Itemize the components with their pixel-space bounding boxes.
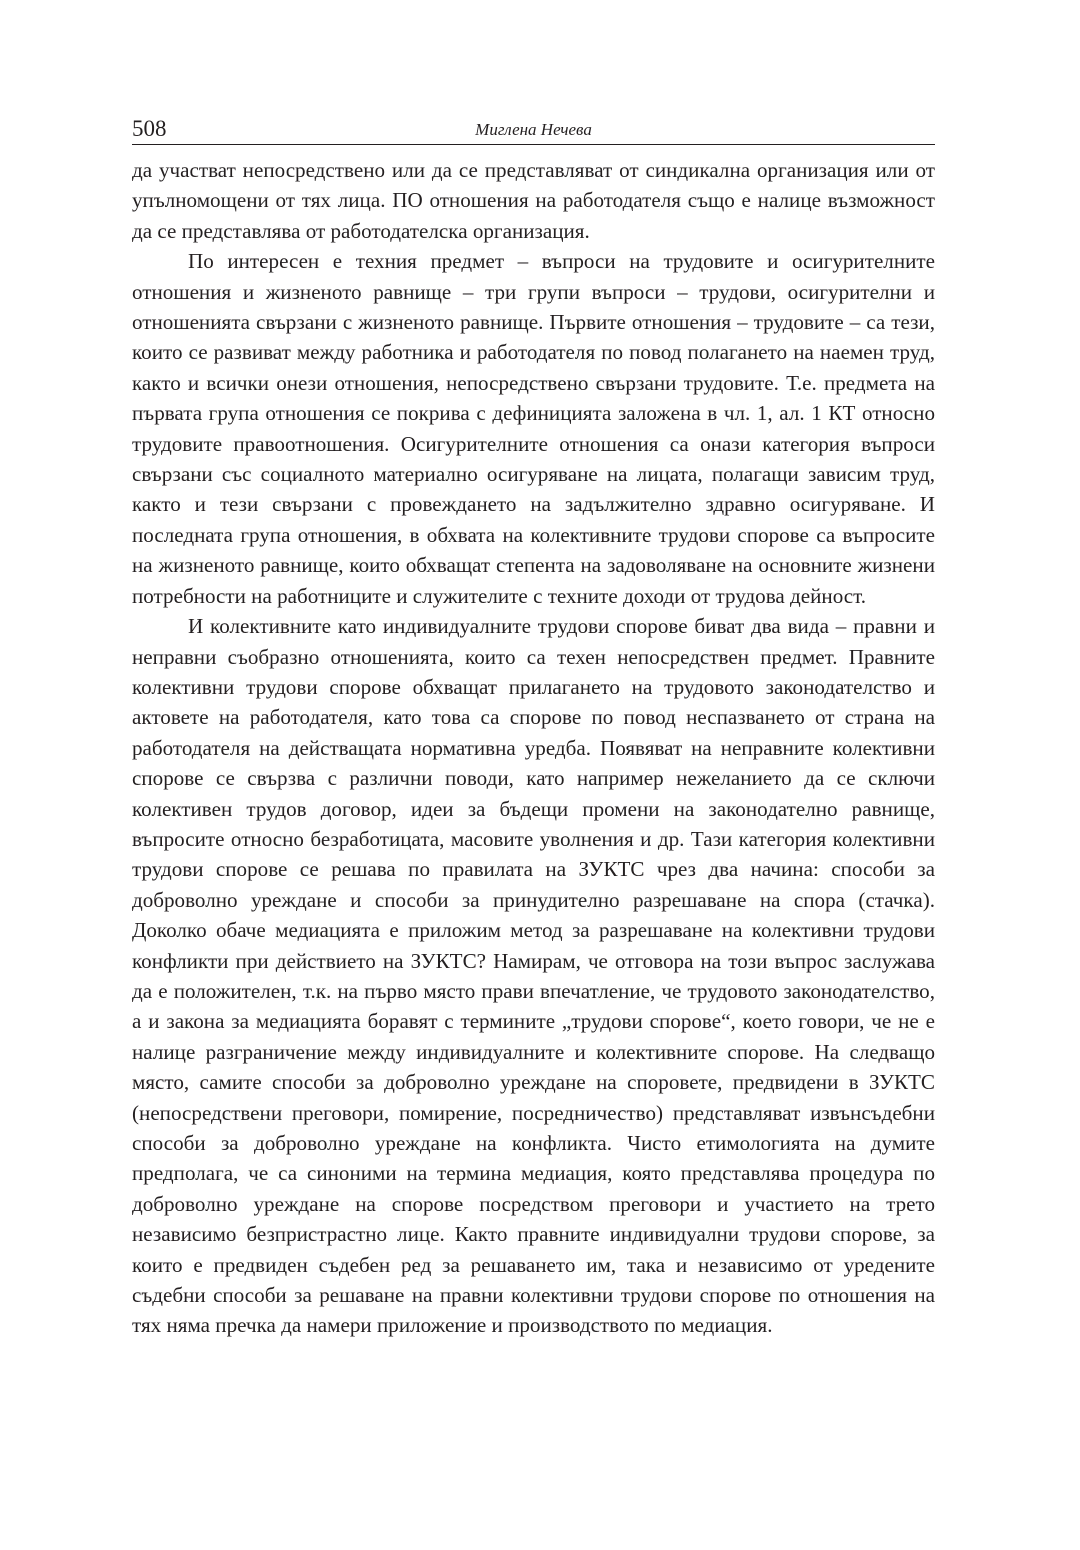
paragraph-dispute-types: И колективните като индивидуалните трудови спорове биват два вида – правни и неправни съобразно отношенията, които са техен непосредствен предмет. Правните колективни трудови спорове обхващат прилагането на трудовото законодателство и актовете на работодателя, като това са спорове по повод неспазването от страна на работодателя на действащата нормативна уредба. Появяват на неправните колективни спорове се свързва с различни поводи, като например нежеланието да се сключи колективен трудов договор, идеи за бъдещи промени на законодателно равнище, въпросите относно безработицата, масовите уволнения и др. Тази категория колективни трудови спорове се решава по правилата на ЗУКТС чрез два начина: способи за доброволно уреждане и способи за принудително разрешаване на спора (стачка). Доколко обаче медиацията е приложим метод за разрешаване на колективни трудови конфликти при действието на ЗУКТС? Намирам, че отговора на този въпрос заслужава да е положителен, т.к. на първо място прави впечатление, че трудовото законодателство, а и закона за медиацията боравят с термините „трудови спорове“, което говори, че не е налице разграничение между индивидуалните и колективните спорове. На следващо място, самите способи за доброволно уреждане на споровете, предвидени в ЗУКТС (непосредствени преговори, помирение, посредничество) представляват извънсъдебни способи за доброволно уреждане на конфликта. Чисто етимологията на думите предполага, че са синоними на термина медиация, която представлява процедура по доброволно уреждане на спорове посредством преговори и участието на трето независимо безпристрастно лице. Както правните индивидуални трудови спорове, за които е предвиден съдебен ред за решаването им, така и независимо от уредените съдебни способи за решаване на правни колективни трудови спорове по отношения на тях няма пречка да намери приложение и производството по медиация. (132, 614, 935, 1338)
running-header (132, 112, 935, 145)
paragraph-continuation: да участват непосредствено или да се представляват от синдикална организация или от упълномощени от тях лица. ПО отношения на работодателя също е налице възможност да се представлява от работодателска организация. (132, 158, 935, 243)
document-page (132, 112, 935, 1341)
page-number: 508 (132, 116, 167, 141)
paragraph-subject-matter: По интересен е техния предмет – въпроси на трудовите и осигурителните отношения и жизненото равнище – три групи въпроси – трудови, осигурителни и отношенията свързани с жизненото равнище. Първите отношения – трудовите – са тези, които се развиват между работника и работодателя по повод полагането на наемен труд, както и всички онези отношения, непосредствено свързани трудовите. Т.е. предмета на първата група отношения се покрива с дефиницията заложена в чл. 1, ал. 1 КТ относно трудовите правоотношения. Осигурителните отношения са онази категория въпроси свързани със социалното материално осигуряване на лицата, полагащи зависим труд, както и тези свързани с провеждането на задължително здравно осигуряване. И последната група отношения, в обхвата на колективните трудови спорове са въпросите на жизненото равнище, които обхващат степента на задоволяване на основните жизнени потребности на работниците и служителите с техните доходи от трудова дейност. (132, 249, 935, 608)
running-title: Миглена Нечева (475, 120, 592, 139)
body-text (132, 155, 935, 1341)
